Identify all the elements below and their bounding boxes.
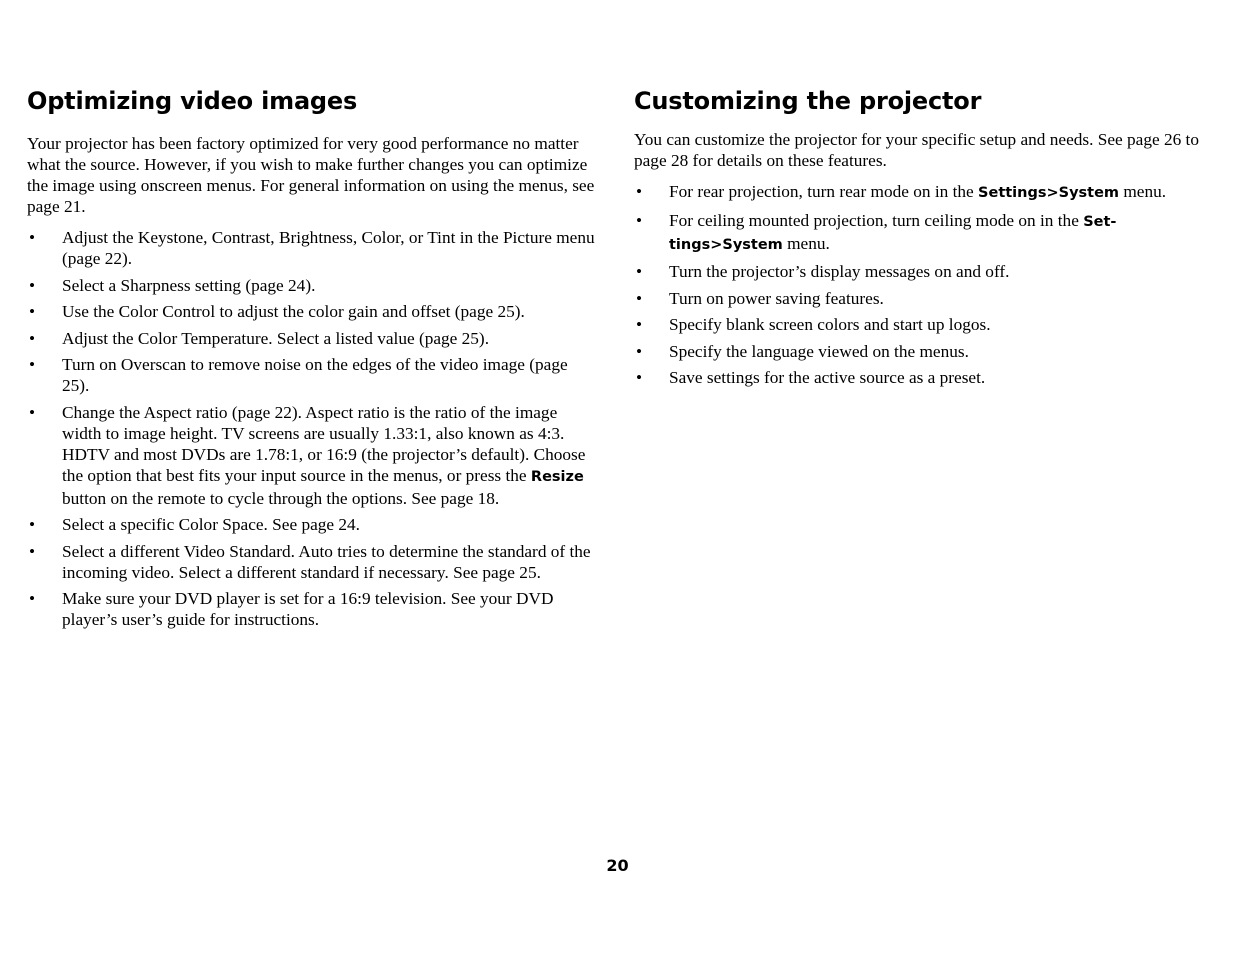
list-item-text: Change the Aspect ratio (page 22). Aspect ratio is the ratio of the image width to image height. TV screens are usually 1.33:1, also known as 4:3. HDTV and most DVDs are 1.78:1, or 16:9 (the projector’s default). Choose the option that best fits your input source in the menus, or press the (62, 402, 586, 485)
list-item-text: button on the remote to cycle through the options. See page 18. (62, 488, 500, 508)
bullet-icon: • (29, 355, 36, 374)
bullet-icon: • (29, 328, 36, 348)
menu-keyword: Settings>System (978, 185, 1120, 201)
list-item (634, 288, 1199, 309)
list-item-text: Select a Sharpness setting (page 24). (62, 275, 316, 295)
list-item (634, 341, 1199, 362)
bullet-list (27, 227, 599, 630)
list-item-text: Specify blank screen colors and start up logos. (669, 315, 991, 334)
list-item-text: For rear projection, turn rear mode on in the (669, 182, 979, 201)
section-customizing-projector (634, 86, 1199, 394)
list-item-text: Save settings for the active source as a preset. (669, 368, 986, 387)
list-item (27, 541, 599, 583)
list-item-text: Turn the projector’s display messages on and off. (669, 262, 1010, 281)
section-intro: Your projector has been factory optimized for very good performance no matter what the source. However, if you wish to make further changes you can optimize the image using onscreen menus. For general information on using the menus, see page 21. (27, 134, 595, 216)
list-item-text: Turn on power saving features. (669, 288, 884, 308)
list-item (27, 354, 599, 396)
list-item-text: For ceiling mounted projection, turn ceiling mode on in the (669, 210, 1084, 230)
bullet-icon: • (29, 402, 36, 422)
list-item (27, 514, 599, 535)
list-item-text: menu. (1119, 182, 1167, 201)
list-item (634, 367, 1199, 388)
bullet-icon: • (636, 210, 643, 230)
section-title: Optimizing video images (27, 87, 358, 115)
bullet-icon: • (29, 515, 36, 534)
section-title: Customizing the projector (634, 87, 982, 115)
list-item (634, 210, 1199, 256)
list-item-text: Turn on Overscan to remove noise on the edges of the video image (page 25). (62, 355, 568, 395)
list-item (27, 328, 599, 349)
bullet-icon: • (636, 182, 643, 201)
list-item (27, 301, 599, 322)
list-item (27, 275, 599, 296)
bullet-icon: • (29, 541, 36, 561)
bullet-icon: • (29, 589, 36, 608)
bullet-icon: • (636, 315, 643, 334)
list-item-text: Specify the language viewed on the menus. (669, 341, 969, 361)
menu-keyword: Set-tings>System (669, 213, 1117, 253)
list-item-text: menu. (782, 233, 830, 253)
list-item (27, 227, 599, 269)
list-item (27, 588, 599, 630)
bullet-icon: • (636, 262, 643, 281)
list-item-text: Use the Color Control to adjust the color gain and offset (page 25). (62, 302, 525, 321)
bullet-icon: • (29, 275, 36, 295)
bullet-icon: • (636, 288, 643, 308)
list-item (634, 314, 1199, 335)
list-item (27, 402, 599, 509)
page-number: 20 (606, 856, 629, 875)
menu-keyword: Resize (530, 468, 584, 485)
list-item-text: Adjust the Keystone, Contrast, Brightness, Color, or Tint in the Picture menu (page 22). (62, 228, 595, 268)
bullet-icon: • (29, 302, 36, 321)
list-item-text: Select a specific Color Space. See page 24. (62, 515, 360, 534)
bullet-list (634, 181, 1199, 388)
bullet-icon: • (636, 341, 643, 361)
bullet-icon: • (29, 228, 36, 247)
list-item-text: Adjust the Color Temperature. Select a listed value (page 25). (62, 328, 490, 348)
bullet-icon: • (636, 368, 643, 387)
list-item (634, 181, 1199, 204)
section-intro: You can customize the projector for your specific setup and needs. See page 26 to page 28 for details on these features. (634, 130, 1199, 170)
section-optimizing-video (27, 86, 599, 636)
list-item (634, 261, 1199, 282)
list-item-text: Select a different Video Standard. Auto tries to determine the standard of the incoming video. Select a different standard if necessary. See page 25. (62, 541, 591, 582)
list-item-text: Make sure your DVD player is set for a 16:9 television. See your DVD player’s user’s guide for instructions. (62, 589, 554, 629)
